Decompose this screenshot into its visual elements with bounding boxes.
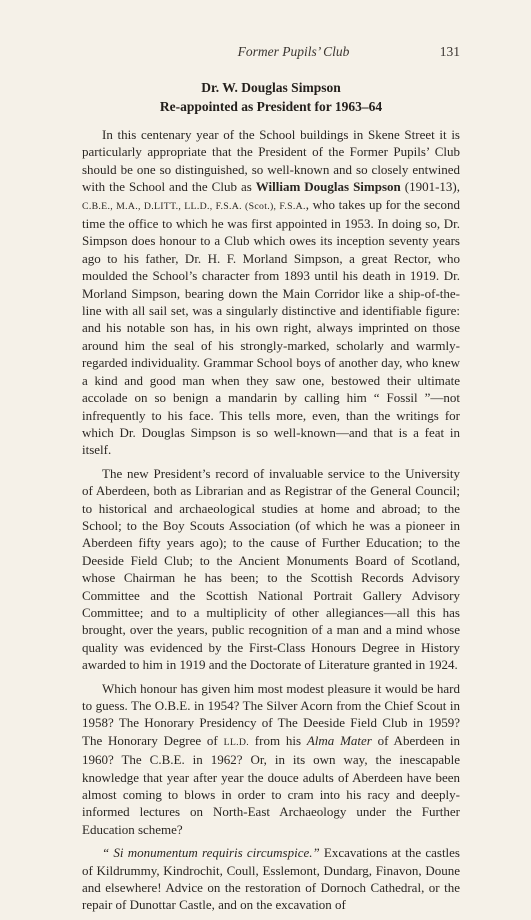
paragraph-1-text-c: , who takes up for the second time the office to which he was first appointed in 1953. In doing so, Dr. Simpson does honour to a Club which owes its inception seventy years ago to his father, Dr. H. F. Morland Simpson, a great Rector, who moulded the School’s character from 1893 until his death in 1919. Dr. Morland Simpson, bearing down the Main Corridor like a ship-of-the-line with all sail set, was a singularly distinctive and identifiable figure: and his notable son has, in his own right, always imprinted on those around him the seal of his strongly-marked, scholarly and warmly-regarded individuality. Grammar School boys of another day, who knew a kind and good man when they saw one, bestowed their ultimate accolade on so benign a mandarin by calling him “ Fossil ”—not infrequently to his face. This tells more, even, than the writings for which Dr. Douglas Simpson is so well-known—and that is a feat in itself.: [82, 196, 460, 458]
paragraph-1-text-b: (1901-13),: [400, 179, 460, 195]
president-name: William Douglas Simpson: [255, 179, 401, 195]
degrees-list: C.B.E., M.A., D.LITT., LL.D., F.S.A. (Scot.), F.S.A.: [82, 200, 306, 212]
running-title: Former Pupils’ Club: [237, 44, 350, 59]
paragraph-4-text: Excavations at the castles of Kildrummy, Kindrochit, Coull, Esslemont, Dundarg, Finavon, Doune and elsewhere! Advice on the restoration of Dornoch Cathedral, or the repair of Dunottar Castle, and on the excavation of: [82, 845, 460, 913]
paragraph-3: [82, 680, 460, 839]
alma-mater-italic: Alma Mater: [306, 732, 372, 748]
latin-quote: “ Si monumentum requiris circumspice.”: [102, 845, 320, 861]
paragraph-4: [82, 844, 460, 914]
paragraph-3-text-c: of Aberdeen in 1960? The C.B.E. in 1962? Or, in its own way, the inescapable knowledge that year after year the douce adults of Aberdeen have been almost coming to blows in order to cram into his racy and deeply-informed lectures on North-East Archaeology under the Further Education scheme?: [82, 732, 460, 837]
degree-abbreviation: LL.D.: [223, 736, 250, 748]
paragraph-3-text-b: from his: [249, 732, 307, 748]
paragraph-1-text-a: In this centenary year of the School buildings in Skene Street it is particularly appropriate that the President of the Former Pupils’ Club should be one so distinguished, so well-known and so closely entwined with the School and the Club as: [82, 127, 460, 195]
paragraph-2: The new President’s record of invaluable service to the University of Aberdeen, both as Librarian and as Registrar of the General Council; to historical and archaeological studies at home and abroad; to the School; to the Boy Scouts Association (of which he was a pioneer in Aberdeen fifty years ago); to the cause of Further Education; to the Deeside Field Club; to the Ancient Monuments Board of Scotland, whose Chairman he has been; to the Scottish Records Advisory Committee and the Scottish National Portrait Gallery Advisory Committee; and to a multiplicity of other allegiances—all this has brought, over the years, public recognition of a man and a mind whose quality was evidenced by the First-Class Honours Degree in History awarded to him in 1919 and the Doctorate of Literature granted in 1924.: [82, 465, 460, 673]
running-head: [82, 44, 460, 62]
paragraph-3-text-a: Which honour has given him most modest pleasure it would be hard to guess. The O.B.E. in 1954? The Silver Acorn from the Chief Scout in 1958? The Honorary Presidency of The Deeside Field Club in 1959? The Honorary Degree of: [82, 680, 460, 748]
article-subtitle: Re-appointed as President for 1963–64: [159, 99, 383, 114]
article-body: [82, 78, 460, 920]
paragraph-1: [82, 126, 460, 459]
page-number: 131: [439, 44, 460, 59]
article-title: Dr. W. Douglas Simpson: [201, 80, 341, 95]
